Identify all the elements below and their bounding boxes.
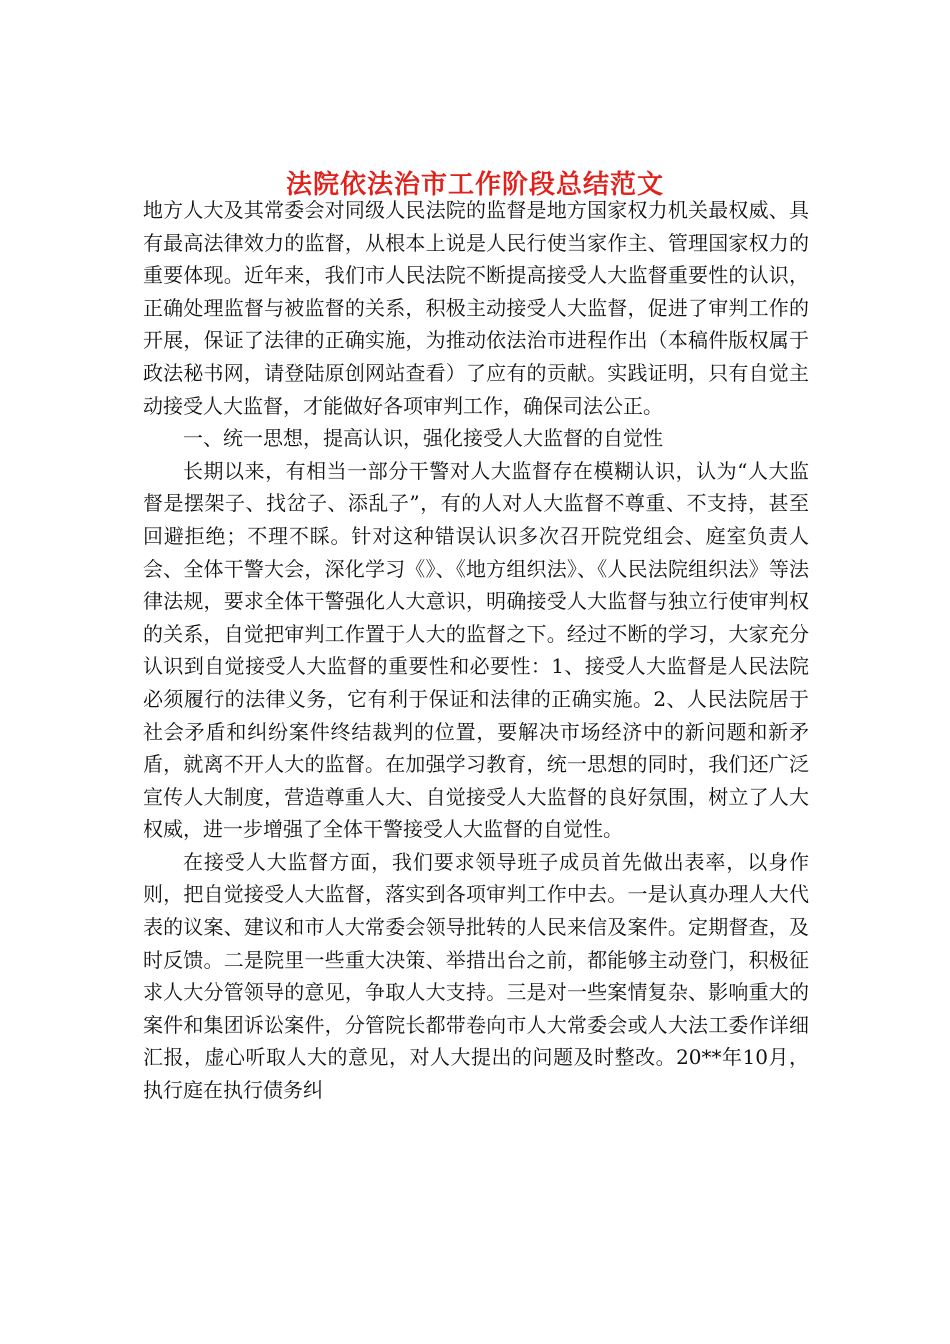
paragraph-supervision: 在接受人大监督方面，我们要求领导班子成员首先做出表率，以身作则，把自觉接受人大监督，落实到各项审判工作中去。一是认真办理人大代表的议案、建议和市人大常委会领导批转的人民来信及案件。定期督查，及时反馈。二是院里一些重大决策、举措出台之前，都能够主动登门，积极征求人大分管领导的意见，争取人大支持。三是对一些案情复杂、影响重大的案件和集团诉讼案件，分管院长都带卷向市人大常委会或人大法工委作详细汇报，虚心听取人大的意见，对人大提出的问题及时整改。20**年10月，执行庭在执行债务纠 xyxy=(143,849,809,1103)
paragraph-intro: 地方人大及其常委会对同级人民法院的监督是地方国家权力机关最权威、具有最高法律效力的监督，从根本上说是人民行使当家作主、管理国家权力的重要体现。近年来，我们市人民法院不断提高接受人大监督重要性的认识，正确处理监督与被监督的关系，积极主动接受人大监督，促进了审判工作的开展，保证了法律的正确实施，为推动依法治市进程作出（本稿件版权属于政法秘书网，请登陆原创网站查看）了应有的贡献。实践证明，只有自觉主动接受人大监督，才能做好各项审判工作，确保司法公正。 xyxy=(143,198,809,418)
document-title: 法院依法治市工作阶段总结范文 xyxy=(285,170,664,201)
document-body xyxy=(143,194,809,1107)
paragraph-section-one: 长期以来，有相当一部分干警对人大监督存在模糊认识，认为“人大监督是摆架子、找岔子、添乱子”，有的人对人大监督不尊重、不支持，甚至回避拒绝；不理不睬。针对这种错误认识多次召开院党组会、庭室负责人会、全体干警大会，深化学习《》、《地方组织法》、《人民法院组织法》等法律法规，要求全体干警强化人大意识，明确接受人大监督与独立行使审判权的关系，自觉把审判工作置于人大的监督之下。经过不断的学习，大家充分认识到自觉接受人大监督的重要性和必要性：1、接受人大监督是人民法院必须履行的法律义务，它有利于保证和法律的正确实施。2、人民法院居于社会矛盾和纠纷案件终结裁判的位置，要解决市场经济中的新问题和新矛盾，就离不开人大的监督。在加强学习教育，统一思想的同时，我们还广泛宣传人大制度，营造尊重人大、自觉接受人大监督的良好氛围，树立了人大权威，进一步增强了全体干警接受人大监督的自觉性。 xyxy=(143,458,809,842)
section-heading: 一、统一思想，提高认识，强化接受人大监督的自觉性 xyxy=(183,426,663,451)
